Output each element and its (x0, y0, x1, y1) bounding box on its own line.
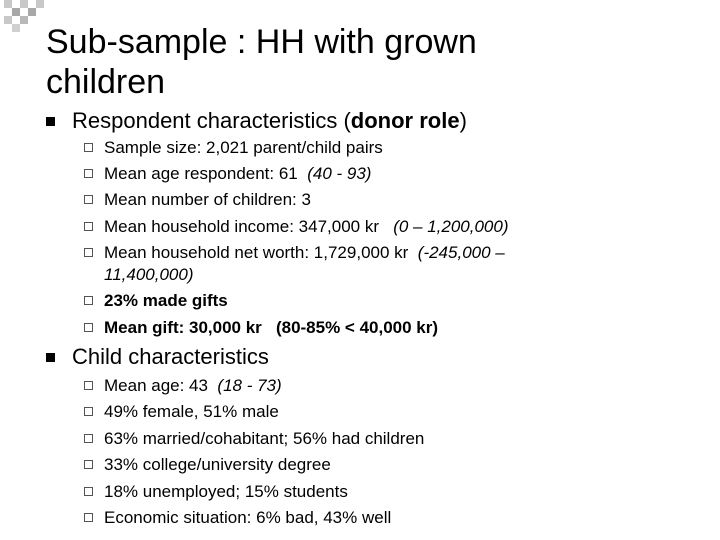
slide-title-line-1: Sub-sample : HH with grown (46, 23, 477, 61)
checkbox-bullet-icon (84, 248, 93, 257)
square-bullet-icon (46, 117, 55, 126)
checkbox-bullet-icon (84, 407, 93, 416)
slide-title-line-2: children (46, 63, 166, 101)
checkbox-bullet-icon (84, 296, 93, 305)
checkbox-bullet-icon (84, 323, 93, 332)
square-bullet-icon (46, 353, 55, 362)
checkbox-bullet-icon (84, 222, 93, 231)
checkbox-bullet-icon (84, 143, 93, 152)
checkbox-bullet-icon (84, 195, 93, 204)
section-respondent-label: Respondent characteristics (donor role) (72, 108, 467, 133)
checkbox-bullet-icon (84, 381, 93, 390)
checkbox-bullet-icon (84, 487, 93, 496)
section-child-label: Child characteristics (72, 344, 269, 369)
checkbox-bullet-icon (84, 460, 93, 469)
slide-title (46, 22, 666, 102)
checkbox-bullet-icon (84, 434, 93, 443)
checkbox-bullet-icon (84, 513, 93, 522)
checkbox-bullet-icon (84, 169, 93, 178)
